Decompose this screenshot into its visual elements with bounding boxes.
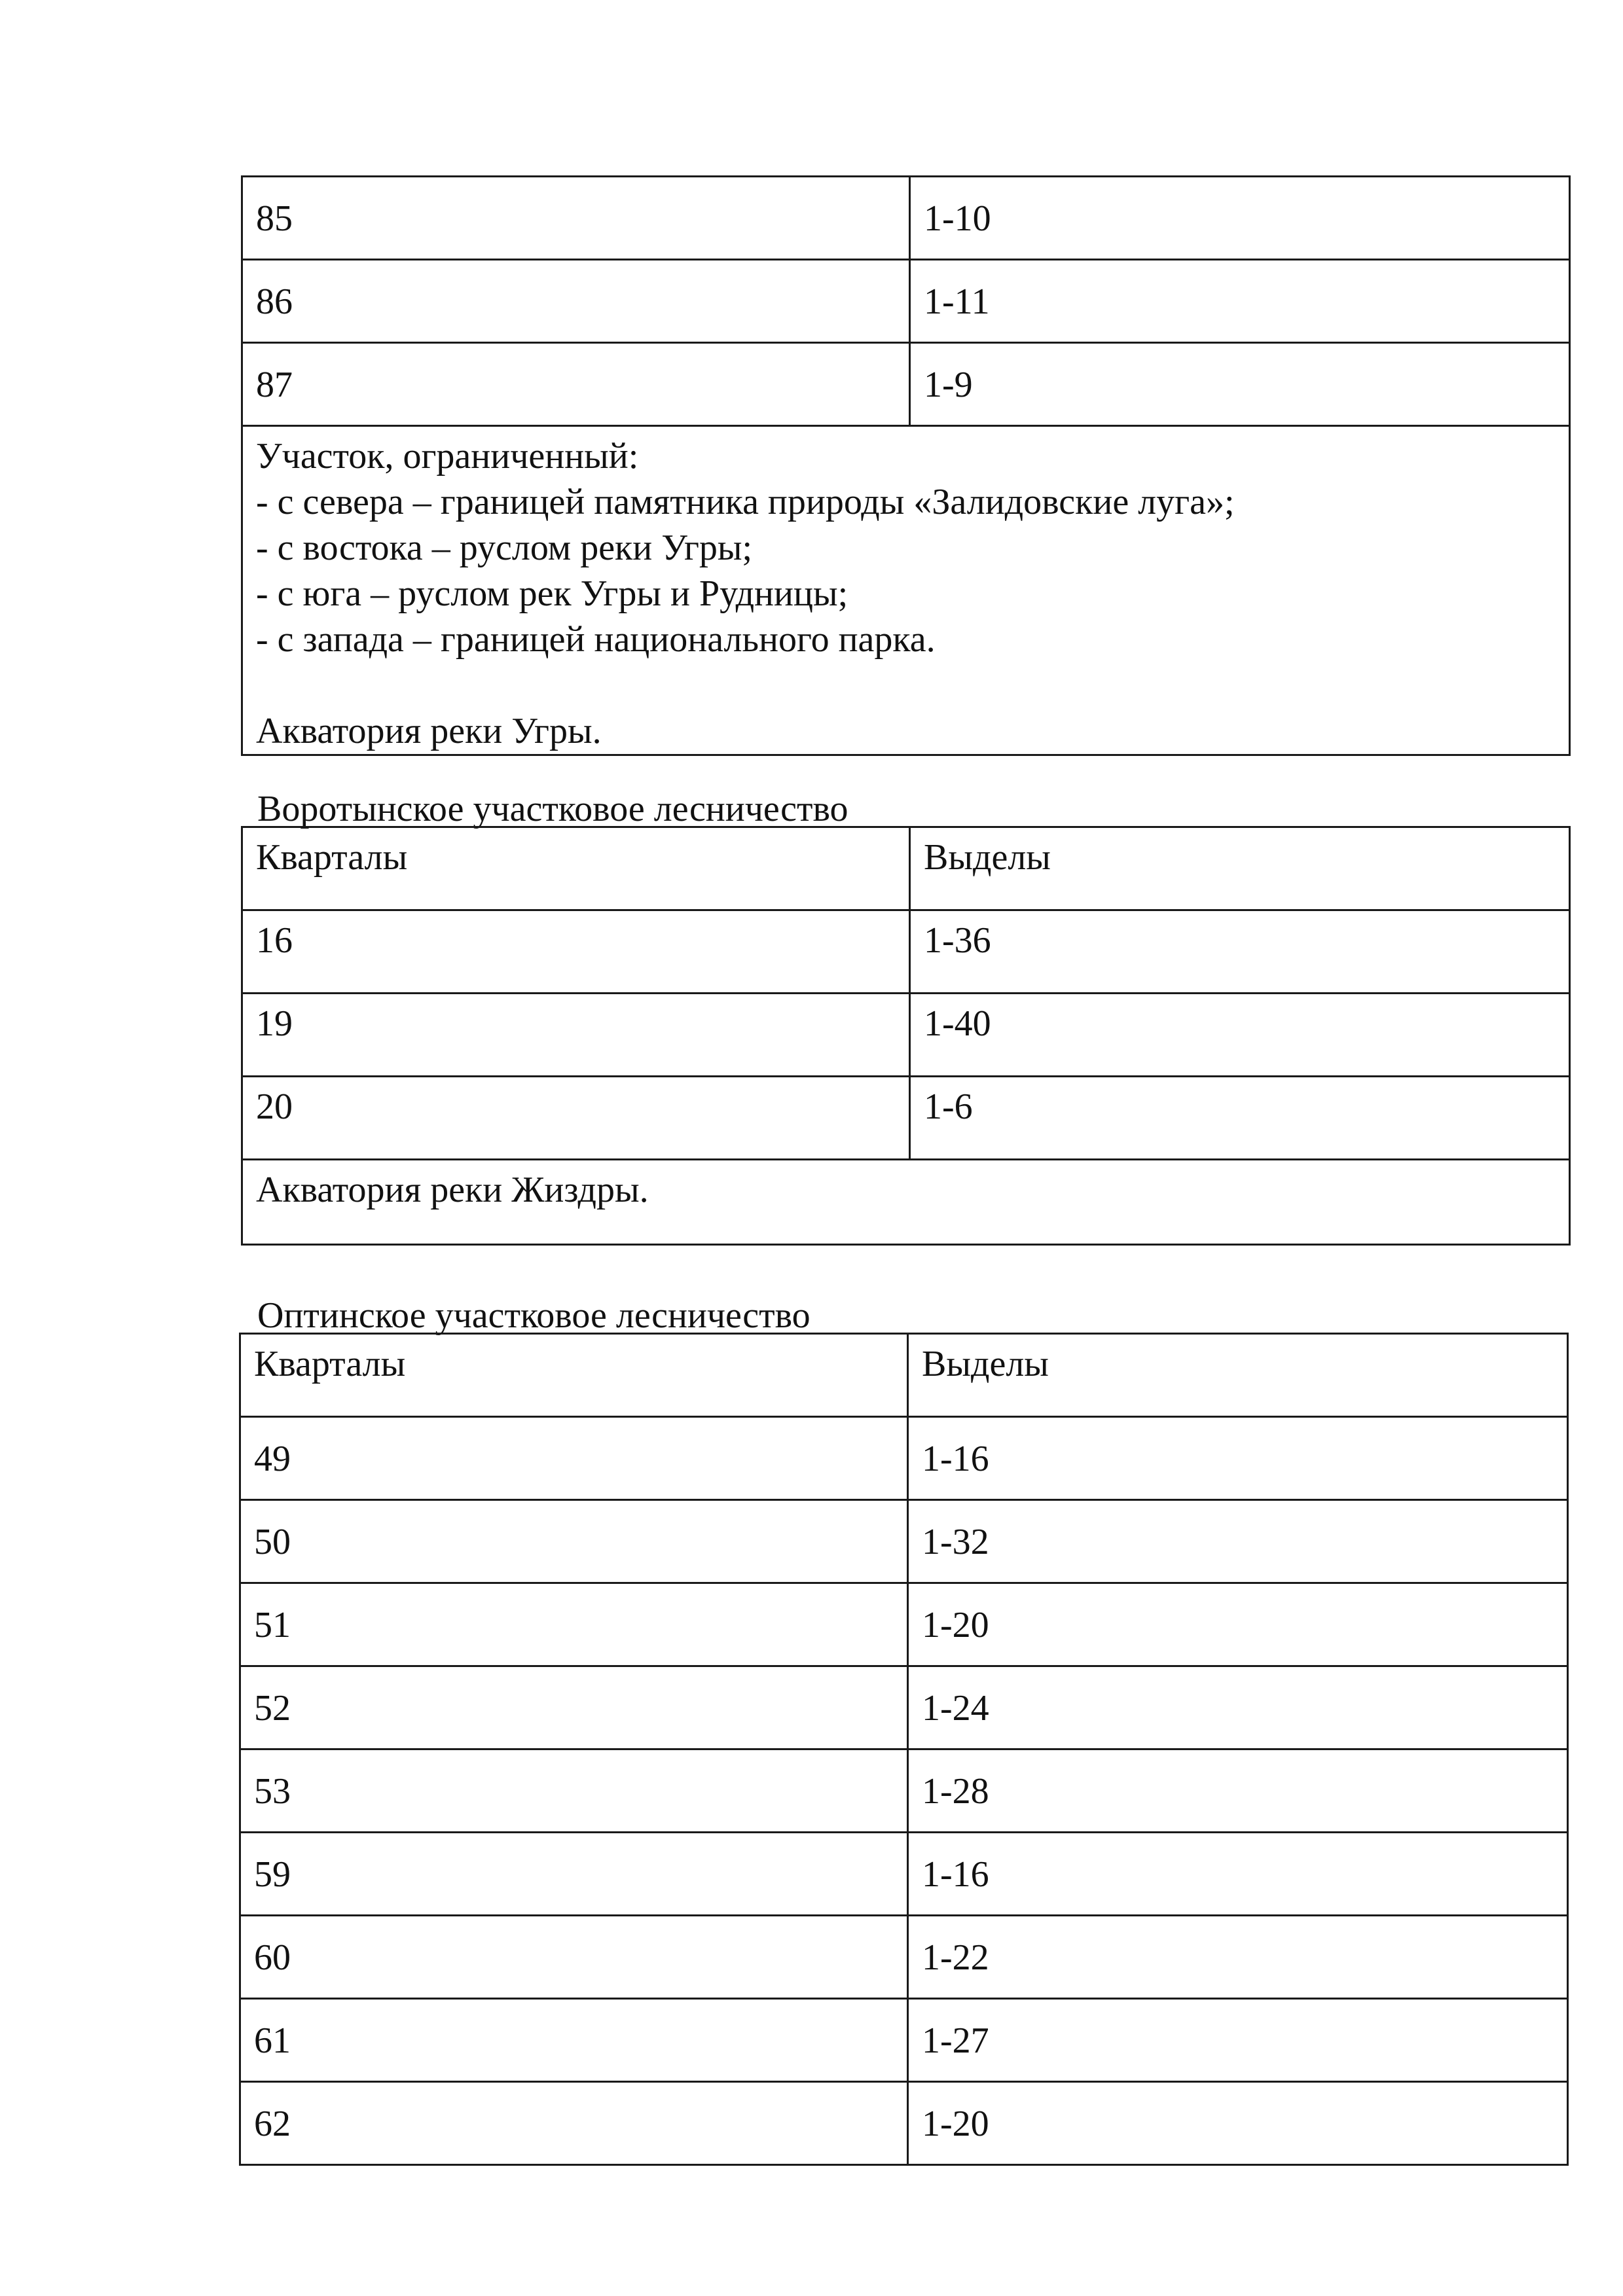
table-row (242, 994, 1570, 1077)
vydely-cell: 1-20 (908, 1583, 1568, 1666)
vydely-cell: 1-22 (908, 1916, 1568, 1999)
section-title-vorotynskoe: Воротынское участковое лесничество (257, 789, 848, 829)
vydely-cell: 1-32 (908, 1500, 1568, 1583)
table-row-akvatoriya (242, 1160, 1570, 1245)
table-row (240, 1833, 1568, 1916)
description-line: - с севера – границей памятника природы «Залидовские луга»; (256, 482, 1235, 522)
vydely-cell: 1-9 (910, 343, 1570, 426)
table-header-row (240, 1334, 1568, 1417)
vydely-cell: 1-28 (908, 1749, 1568, 1833)
vydely-cell: 1-24 (908, 1666, 1568, 1749)
area-description-cell (242, 426, 1570, 755)
description-line: - с востока – руслом реки Угры; (256, 528, 753, 568)
vydely-cell: 1-16 (908, 1833, 1568, 1916)
table-row (240, 1749, 1568, 1833)
kvartal-cell: 50 (240, 1500, 908, 1583)
vydely-cell: 1-6 (910, 1077, 1570, 1160)
table-row (240, 2082, 1568, 2165)
kvartal-cell: 49 (240, 1417, 908, 1500)
kvartal-cell: 60 (240, 1916, 908, 1999)
table-row (240, 1417, 1568, 1500)
table-row (242, 260, 1570, 343)
kvartal-cell: 20 (242, 1077, 910, 1160)
table-row (242, 910, 1570, 994)
kvartal-cell: 16 (242, 910, 910, 994)
kvartal-cell: 62 (240, 2082, 908, 2165)
kvartal-cell: 61 (240, 1999, 908, 2082)
vydely-cell: 1-20 (908, 2082, 1568, 2165)
table-row (242, 1077, 1570, 1160)
table-row-description (242, 426, 1570, 755)
kvartal-cell: 87 (242, 343, 910, 426)
table-row (240, 1916, 1568, 1999)
header-vydely: Выделы (910, 827, 1570, 910)
spacer (256, 662, 1556, 708)
table-row (240, 1583, 1568, 1666)
table-row (242, 343, 1570, 426)
kvartal-cell: 19 (242, 994, 910, 1077)
vydely-cell: 1-10 (910, 177, 1570, 260)
table-vorotynskoe (241, 826, 1571, 1246)
table-optinskoe (239, 1333, 1569, 2166)
kvartal-cell: 51 (240, 1583, 908, 1666)
kvartal-cell: 86 (242, 260, 910, 343)
kvartal-cell: 85 (242, 177, 910, 260)
table-row (240, 1999, 1568, 2082)
kvartal-cell: 53 (240, 1749, 908, 1833)
vydely-cell: 1-40 (910, 994, 1570, 1077)
description-line: Участок, ограниченный: (256, 436, 639, 476)
section-title-optinskoe: Оптинское участковое лесничество (257, 1295, 811, 1336)
kvartal-cell: 52 (240, 1666, 908, 1749)
akvatoriya-text: Акватория реки Угры. (256, 711, 602, 751)
table-row (240, 1666, 1568, 1749)
header-kvartaly: Кварталы (242, 827, 910, 910)
header-kvartaly: Кварталы (240, 1334, 908, 1417)
description-line: - с запада – границей национального парка. (256, 619, 936, 660)
vydely-cell: 1-36 (910, 910, 1570, 994)
vydely-cell: 1-27 (908, 1999, 1568, 2082)
vydely-cell: 1-16 (908, 1417, 1568, 1500)
akvatoriya-cell: Акватория реки Жиздры. (242, 1160, 1570, 1245)
description-line: - с юга – руслом рек Угры и Рудницы; (256, 573, 848, 614)
vydely-cell: 1-11 (910, 260, 1570, 343)
kvartal-cell: 59 (240, 1833, 908, 1916)
table-ugra-continuation (241, 175, 1571, 756)
table-row (240, 1500, 1568, 1583)
header-vydely: Выделы (908, 1334, 1568, 1417)
table-row (242, 177, 1570, 260)
table-header-row (242, 827, 1570, 910)
